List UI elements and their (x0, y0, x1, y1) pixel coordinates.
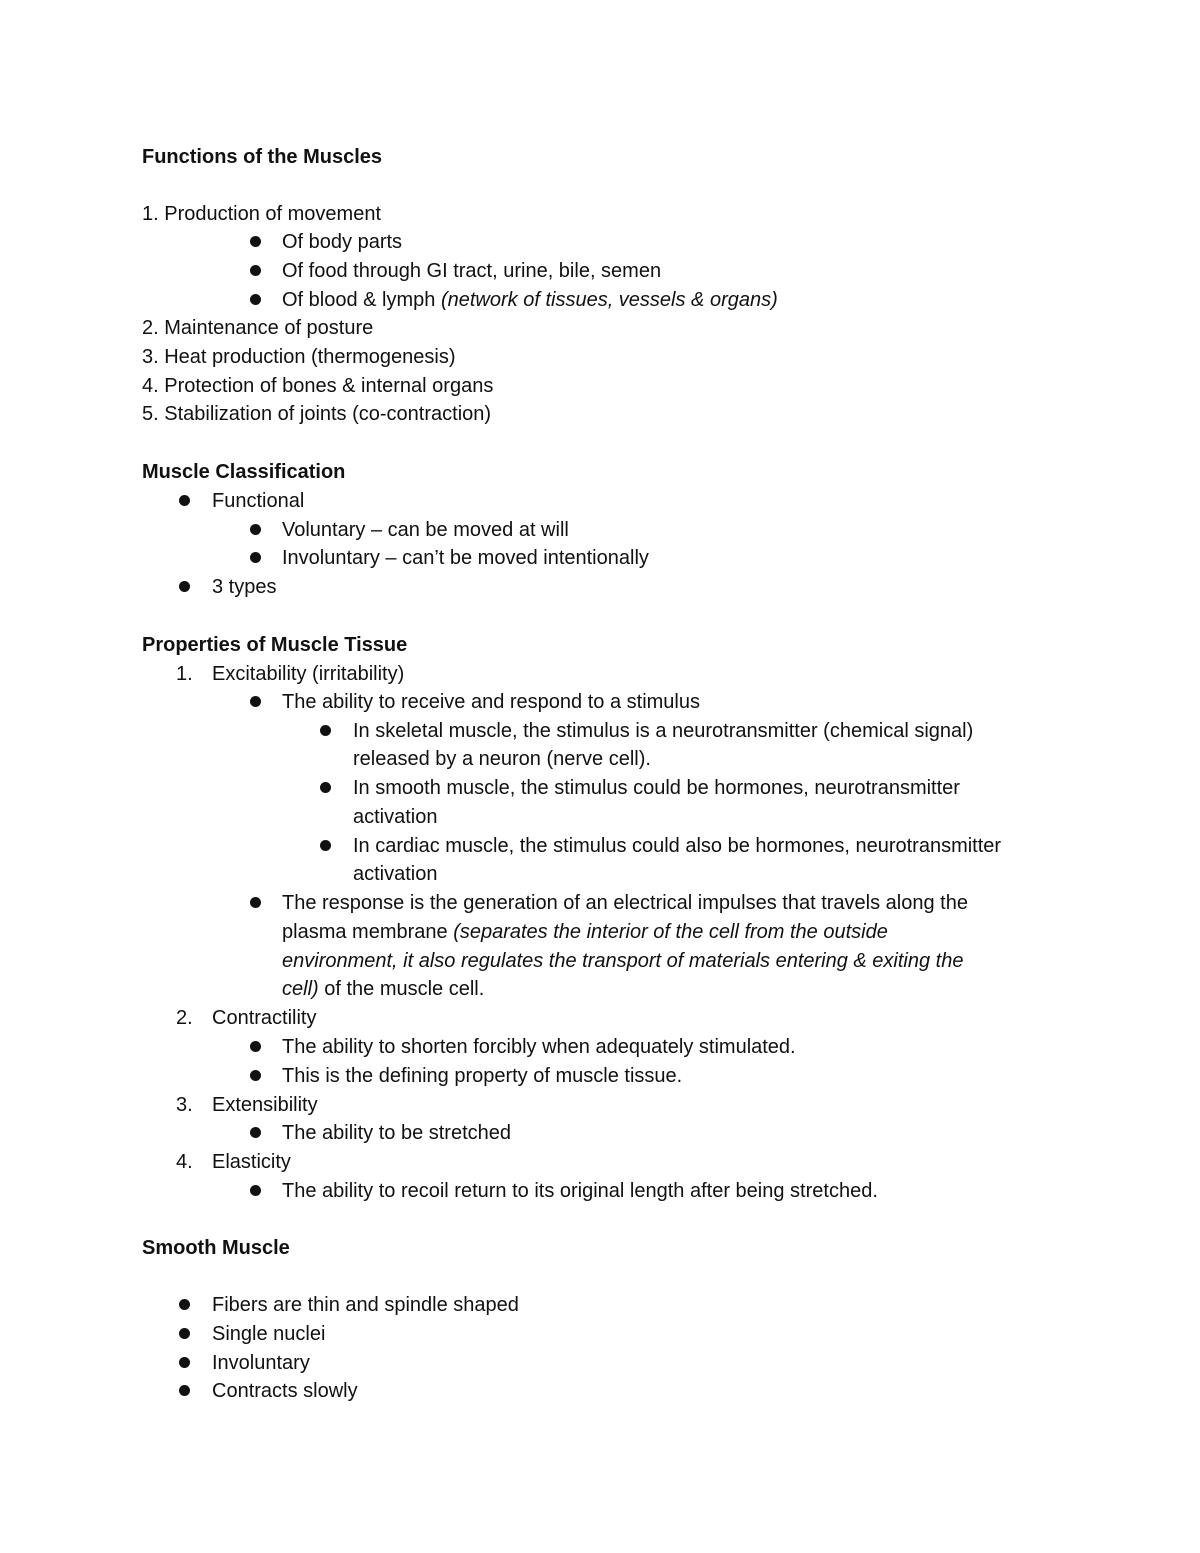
property-3-title: Extensibility (212, 1094, 318, 1116)
functions-item-1-sub-2: Of food through GI tract, urine, bile, semen (282, 260, 662, 282)
classification-functional: Functional (212, 490, 305, 512)
bullet-icon (320, 725, 331, 736)
bullet-icon (250, 897, 261, 908)
classification-voluntary: Voluntary – can be moved at will (282, 519, 569, 541)
property-2-bullet-b: This is the defining property of muscle tissue. (282, 1065, 683, 1087)
functions-item-1: 1. Production of movement (142, 203, 382, 225)
heading-properties: Properties of Muscle Tissue (142, 634, 408, 656)
sub-3-note: (network of tissues, vessels & organs) (440, 289, 778, 311)
property-1-a1-line-1: In skeletal muscle, the stimulus is a neurotransmitter (chemical signal) (353, 720, 974, 742)
bullet-icon (179, 495, 190, 506)
bullet-icon (250, 294, 261, 305)
functions-item-1-sub-1: Of body parts (282, 231, 403, 253)
property-1-a3-line-2: activation (353, 863, 438, 885)
functions-item-2: 2. Maintenance of posture (142, 317, 374, 339)
bullet-icon (250, 696, 261, 707)
functions-item-3: 3. Heat production (thermogenesis) (142, 346, 456, 368)
bullet-icon (179, 1357, 190, 1368)
property-2-number: 2. (176, 1007, 193, 1029)
property-3-number: 3. (176, 1094, 193, 1116)
property-1-b-line-2 (282, 918, 888, 946)
property-1-title: Excitability (irritability) (212, 663, 405, 685)
smooth-item-1: Fibers are thin and spindle shaped (212, 1294, 519, 1316)
sub-3-text: Of blood & lymph (282, 289, 441, 311)
bullet-icon (250, 265, 261, 276)
bullet-icon (179, 1299, 190, 1310)
property-2-bullet-a: The ability to shorten forcibly when adequately stimulated. (282, 1036, 796, 1058)
bullet-icon (179, 1385, 190, 1396)
property-3-bullet-a: The ability to be stretched (282, 1122, 512, 1144)
property-4-number: 4. (176, 1151, 193, 1173)
functions-item-4: 4. Protection of bones & internal organs (142, 375, 494, 397)
bullet-icon (250, 1185, 261, 1196)
bullet-icon (250, 1041, 261, 1052)
bullet-icon (179, 581, 190, 592)
property-2-title: Contractility (212, 1007, 317, 1029)
bullet-icon (320, 840, 331, 851)
bullet-icon (250, 524, 261, 535)
bullet-icon (320, 782, 331, 793)
property-1-a2-line-1: In smooth muscle, the stimulus could be hormones, neurotransmitter (353, 777, 960, 799)
functions-item-5: 5. Stabilization of joints (co-contraction) (142, 403, 492, 425)
property-1-b-line-4 (282, 975, 484, 1003)
bullet-icon (179, 1328, 190, 1339)
property-1-a2-line-2: activation (353, 806, 438, 828)
classification-involuntary: Involuntary – can’t be moved intentionally (282, 547, 649, 569)
heading-functions: Functions of the Muscles (142, 146, 383, 168)
bullet-icon (250, 552, 261, 563)
property-1-a3-line-1: In cardiac muscle, the stimulus could also be hormones, neurotransmitter (353, 835, 1002, 857)
smooth-item-3: Involuntary (212, 1352, 310, 1374)
functions-item-1-sub-3 (282, 286, 778, 314)
property-1-b-line-3: environment, it also regulates the transport of materials entering & exiting the (282, 950, 964, 972)
heading-smooth-muscle: Smooth Muscle (142, 1237, 290, 1259)
muscle-cell-text: of the muscle cell. (318, 978, 485, 1000)
plasma-membrane-note: (separates the interior of the cell from the outside (453, 921, 888, 943)
plasma-membrane-text: plasma membrane (282, 921, 454, 943)
bullet-icon (250, 1127, 261, 1138)
cell-note-end: cell) (282, 978, 319, 1000)
bullet-icon (250, 236, 261, 247)
classification-types: 3 types (212, 576, 277, 598)
heading-classification: Muscle Classification (142, 461, 346, 483)
smooth-item-2: Single nuclei (212, 1323, 326, 1345)
bullet-icon (250, 1070, 261, 1081)
property-1-a1-line-2: released by a neuron (nerve cell). (353, 748, 651, 770)
smooth-item-4: Contracts slowly (212, 1380, 358, 1402)
property-1-bullet-a: The ability to receive and respond to a stimulus (282, 691, 700, 713)
property-4-bullet-a: The ability to recoil return to its original length after being stretched. (282, 1180, 878, 1202)
property-4-title: Elasticity (212, 1151, 291, 1173)
property-1-number: 1. (176, 663, 193, 685)
property-1-b-line-1: The response is the generation of an electrical impulses that travels along the (282, 892, 968, 914)
